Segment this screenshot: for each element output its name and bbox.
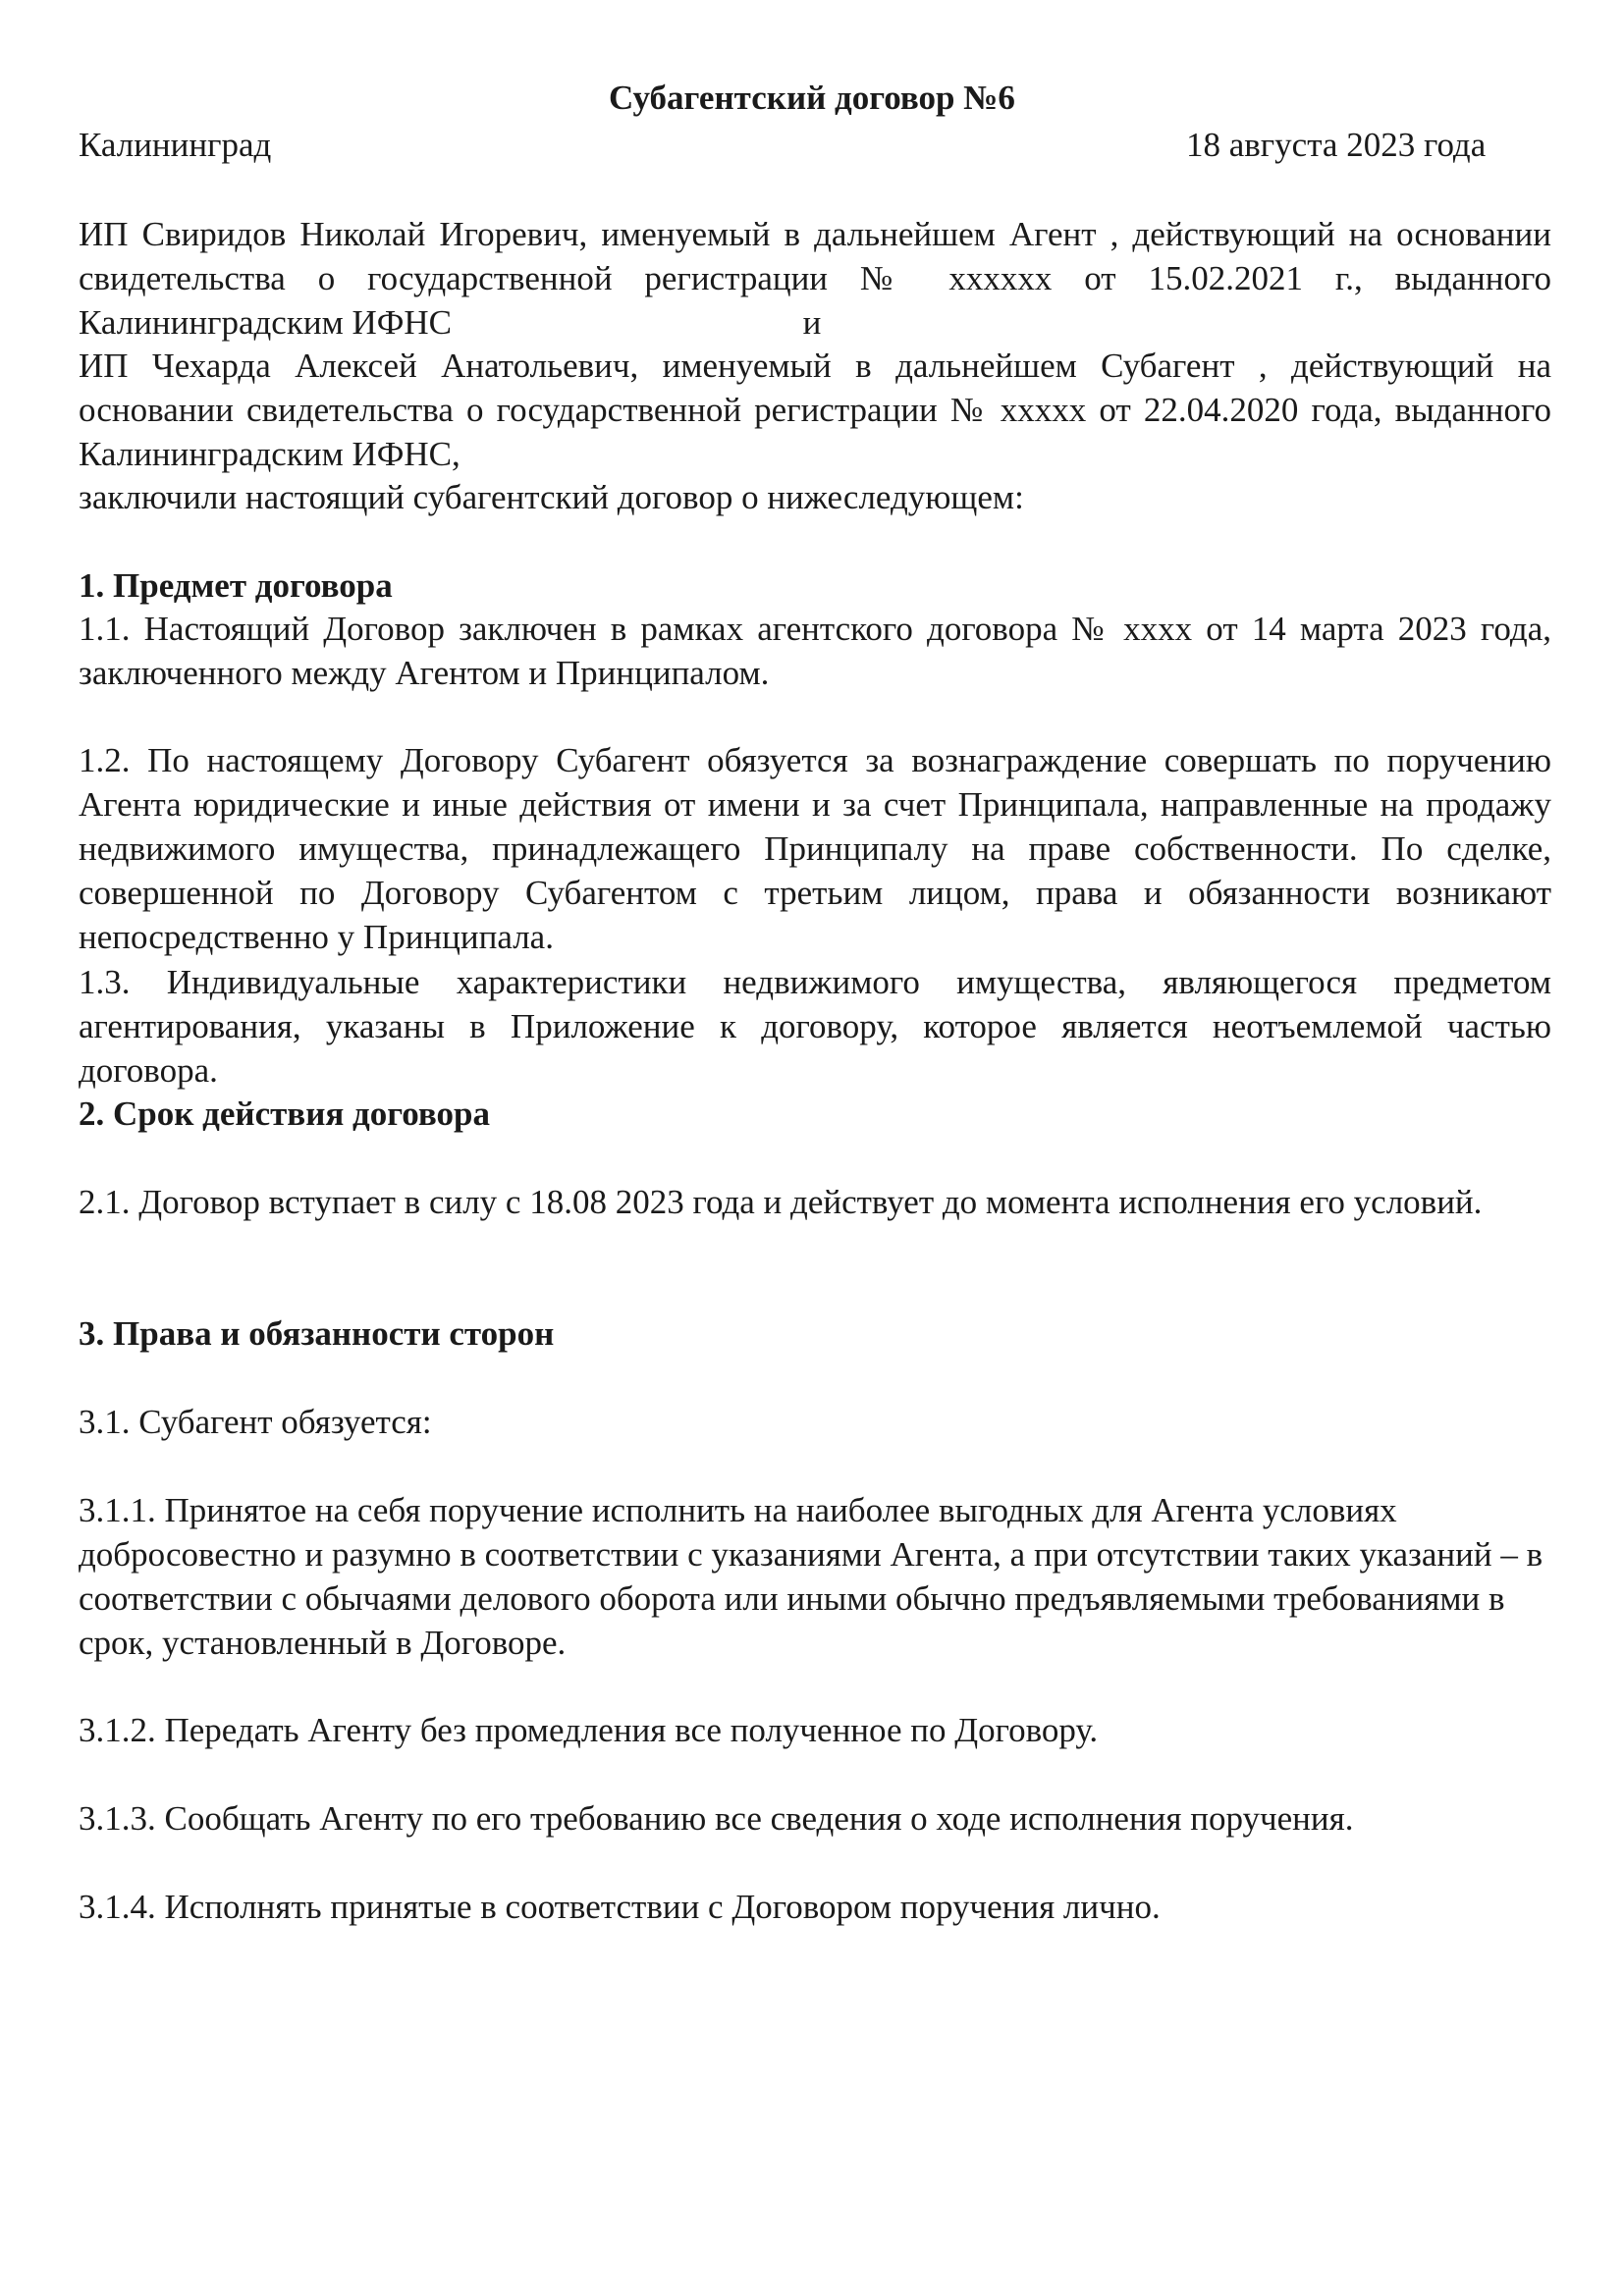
document-title: Субагентский договор №6 bbox=[609, 79, 1015, 117]
contract-date: 18 августа 2023 года bbox=[1186, 126, 1487, 164]
clause-3-1-2: 3.1.2. Передать Агенту без промедления все полученное по Договору. bbox=[79, 1711, 1099, 1749]
clause-3-1-4: 3.1.4. Исполнять принятые в соответствии с Договором поручения лично. bbox=[79, 1888, 1161, 1926]
clause-2-1: 2.1. Договор вступает в силу с 18.08 2023 года и действует до момента исполнения его условий. bbox=[79, 1183, 1483, 1221]
section-1-heading: 1. Предмет договора bbox=[79, 566, 393, 605]
clause-3-1-3: 3.1.3. Сообщать Агенту по его требованию все сведения о ходе исполнения поручения. bbox=[79, 1799, 1354, 1838]
clause-1-1: 1.1. Настоящий Договор заключен в рамках агентского договора № xxxx от 14 марта 2023 года, заключенного между Агентом и Принципалом. bbox=[79, 610, 1551, 692]
and-conjunction: и bbox=[802, 303, 822, 342]
clause-3-1-1: 3.1.1. Принятое на себя поручение исполнить на наиболее выгодных для Агента условиях добросовестно и разумно в соответствии с указаниями Агента, а при отсутствии таких указаний – в соответствии с обычаями делового оборота или иными обычно предъявляемыми требованиями в срок, установленный в Договоре. bbox=[79, 1491, 1543, 1662]
city: Калининград bbox=[79, 126, 272, 164]
section-3-heading: 3. Права и обязанности сторон bbox=[79, 1314, 555, 1353]
place-date-line bbox=[79, 124, 1532, 167]
clause-1-3: 1.3. Индивидуальные характеристики недвижимого имущества, являющегося предметом агентирования, указаны в Приложение к договору, которое является неотъемлемой частью договора. bbox=[79, 963, 1551, 1090]
party-subagent-paragraph: ИП Чехарда Алексей Анатольевич, именуемый в дальнейшем Субагент , действующий на основании свидетельства о государственной регистрации № xxxxx от 22.04.2020 года, выданного Калининградским ИФНС, bbox=[79, 347, 1551, 473]
section-2-heading: 2. Срок действия договора bbox=[79, 1095, 491, 1133]
party-agent-paragraph: ИП Свиридов Николай Игоревич, именуемый в дальнейшем Агент , действующий на основании свидетельства о государственной регистрации № xxxxxx от 15.02.2021 г., выданного Калининградским ИФНС bbox=[79, 215, 1551, 342]
clause-3-1: 3.1. Субагент обязуется: bbox=[79, 1403, 432, 1441]
intro-paragraph: заключили настоящий субагентский договор о нижеследующем: bbox=[79, 478, 1024, 516]
clause-1-2: 1.2. По настоящему Договору Субагент обязуется за вознаграждение совершать по поручению Агента юридические и иные действия от имени и за счет Принципала, направленные на продажу недвижимого имущества, принадлежащего Принципалу на праве собственности. По сделке, совершенной по Договору Субагентом с третьим лицом, права и обязанности возникают непосредственно у Принципала. bbox=[79, 741, 1551, 956]
